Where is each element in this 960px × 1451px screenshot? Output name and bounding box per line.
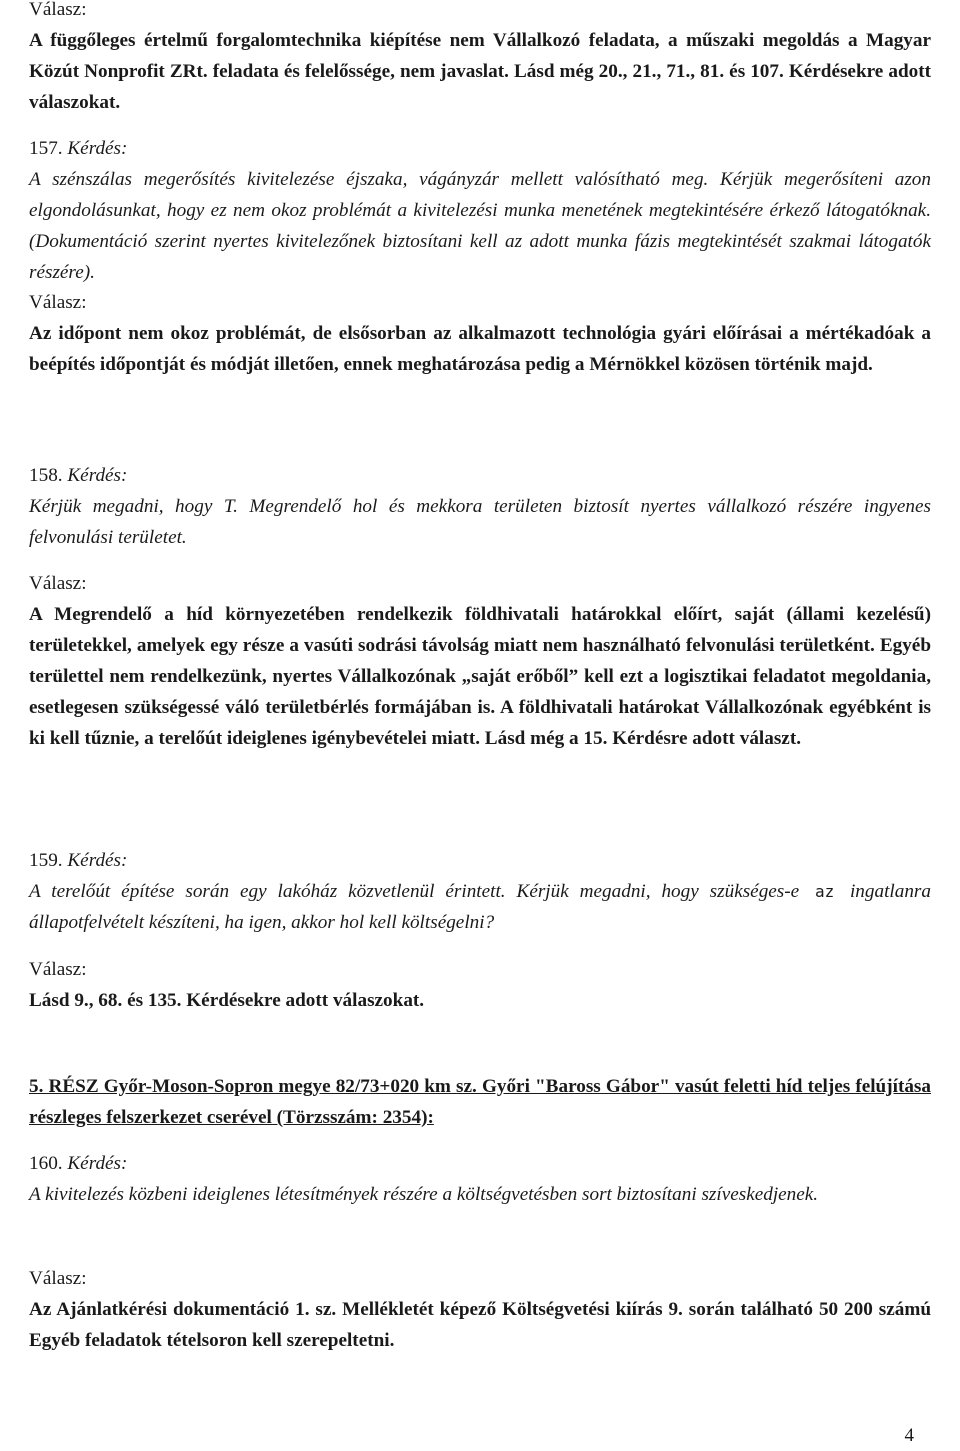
answer-text: Lásd 9., 68. és 135. Kérdésekre adott válaszokat. (29, 990, 425, 1011)
question-text: A szénszálas megerősítés kivitelezése éjszaka, vágányzár mellett valósítható meg. Kérjük megerősíteni azon elgondolásunkat, hogy ez nem okoz problémát a kivitelezési munka menetének megtekintésére érkező látogatóknak. (Dokumentáció szerint nyertes kivitelezőnek biztosítani kell az adott munka fázis megtekintését szakmai látogatók részére). (29, 169, 931, 283)
question-text (29, 876, 931, 938)
answer-label: Válasz: (29, 292, 87, 313)
question-number: 159. (29, 850, 63, 871)
answer-text: Az Ajánlatkérési dokumentáció 1. sz. Mellékletét képező Költségvetési kiírás 9. során található 50 200 számú Egyéb feladatok tételsoron kell szerepeltetni. (29, 1299, 931, 1351)
answer-label: Válasz: (29, 1268, 87, 1289)
section-5-title (29, 1071, 931, 1133)
question-text: A kivitelezés közbeni ideiglenes létesítmények részére a költségvetésben sort biztosítani szíveskedjenek. (29, 1184, 819, 1205)
question-keyword: Kérdés: (67, 465, 128, 486)
answer-160 (29, 1263, 931, 1356)
answer-block (29, 0, 931, 118)
question-number: 160. (29, 1153, 63, 1174)
answer-label: Válasz: (29, 573, 87, 594)
answer-157 (29, 287, 931, 380)
question-text-part: az (799, 882, 850, 901)
answer-text: A Megrendelő a híd környezetében rendelkezik földhivatali határokkal előírt, saját (állami kezelésű) területekkel, amelyek egy része a vasúti sodrási távolság miatt nem használható felvonulási területként. Egyéb területtel nem rendelkezünk, nyertes Vállalkozónak „saját erőből” kell ezt a logisztikai feladatot megoldania, esetlegesen szükségessé váló területbérlés formájában is. A földhivatali határokat Vállalkozónak egyébként is ki kell tűznie, a terelőút ideiglenes igénybevételei miatt. Lásd még a 15. Kérdésre adott választ. (29, 604, 931, 749)
question-text: Kérjük megadni, hogy T. Megrendelő hol és mekkora területen biztosít nyertes vállalkozó részére ingyenes felvonulási területet. (29, 496, 931, 548)
answer-label: Válasz: (29, 0, 87, 20)
answer-text: Az időpont nem okoz problémát, de elsősorban az alkalmazott technológia gyári előírásai a mértékadóak a beépítés időpontját és módját illetően, ennek meghatározása pedig a Mérnökkel közösen történik majd. (29, 323, 931, 375)
question-keyword: Kérdés: (67, 850, 128, 871)
question-number: 157. (29, 138, 63, 159)
answer-158 (29, 568, 931, 754)
answer-159 (29, 954, 931, 1016)
question-keyword: Kérdés: (67, 1153, 128, 1174)
question-text-part: ingatlanra állapotfelvételt készíteni, ha igen, akkor hol kell költségelni? (29, 881, 931, 933)
answer-text: A függőleges értelmű forgalomtechnika kiépítése nem Vállalkozó feladata, a műszaki megoldás a Magyar Közút Nonprofit ZRt. feladata és felelőssége, nem javaslat. Lásd még 20., 21., 71., 81. és 107. Kérdésekre adott válaszokat. (29, 30, 931, 113)
question-text-part: A terelőút építése során egy lakóház közvetlenül érintett. Kérjük megadni, hogy szükséges-e (29, 881, 800, 902)
section-title: 5. RÉSZ Győr-Moson-Sopron megye 82/73+020 km sz. Győri "Baross Gábor" vasút feletti híd teljes felújítása részleges felszerkezet cserével (Törzsszám: 2354): (29, 1076, 931, 1128)
answer-label: Válasz: (29, 959, 87, 980)
question-heading (29, 133, 931, 164)
question-159 (29, 845, 931, 938)
question-157 (29, 133, 931, 288)
question-heading (29, 1148, 931, 1179)
page-number: 4 (904, 1425, 914, 1446)
question-158 (29, 460, 931, 553)
question-number: 158. (29, 465, 63, 486)
question-heading (29, 460, 931, 491)
question-keyword: Kérdés: (67, 138, 128, 159)
question-160 (29, 1148, 931, 1210)
question-heading (29, 845, 931, 876)
